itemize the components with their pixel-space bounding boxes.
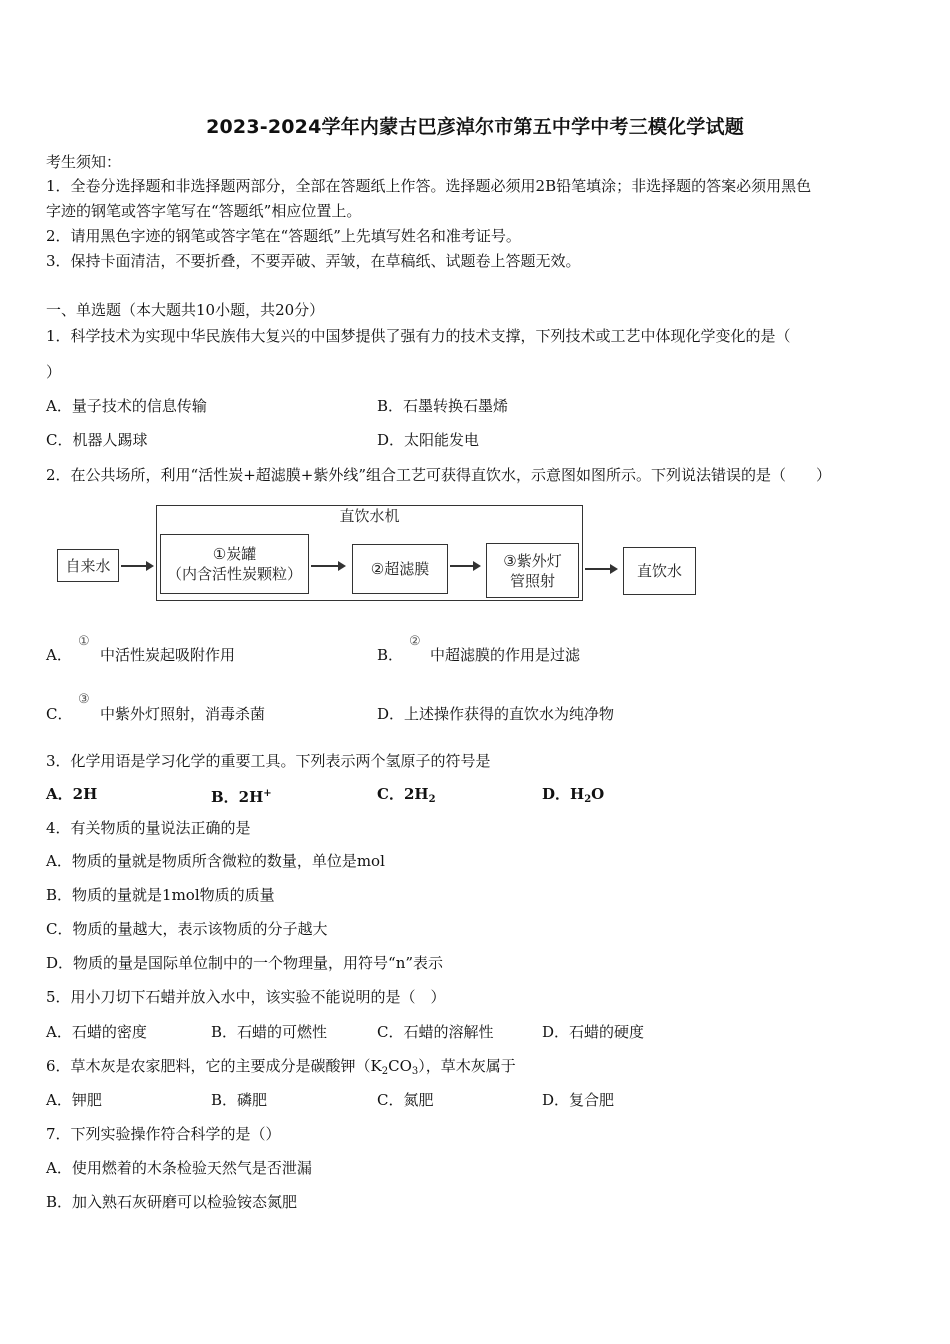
diagram-step-3-title: ③紫外灯 [503,551,562,570]
q4-option-c[interactable]: C．物质的量越大，表示该物质的分子越大 [46,920,328,938]
notice-line-2: 2．请用黑色字迹的钢笔或答字笔在“答题纸”上先填写姓名和准考证号。 [46,227,521,245]
diagram-output-box [623,547,696,595]
notice-line-3: 3．保持卡面清洁，不要折叠，不要弄破、弄皱，在草稿纸、试题卷上答题无效。 [46,252,581,270]
q3-option-a[interactable]: A．2H [46,785,98,803]
q2-option-a-text: 中活性炭起吸附作用 [100,646,236,664]
diagram-step-1-note: （内含活性炭颗粒） [166,565,302,583]
q2-option-b-circle: ② [409,634,421,649]
q4-option-a[interactable]: A．物质的量就是物质所含微粒的数量，单位是mol [46,852,385,870]
q3-option-c-sub: 2 [428,794,436,805]
q3-stem: 3．化学用语是学习化学的重要工具。下列表示两个氢原子的符号是 [46,752,491,770]
section-heading: 一、单选题（本大题共10小题，共20分） [46,301,325,319]
q5-option-d[interactable]: D．石蜡的硬度 [542,1023,645,1041]
q5-option-c[interactable]: C．石蜡的溶解性 [377,1023,494,1041]
diagram-step-2 [352,544,448,594]
q2-option-a-circle: ① [78,634,90,649]
q1-option-a[interactable]: A．量子技术的信息传输 [46,397,207,415]
q2-option-c-label: C． [46,705,73,723]
q4-stem: 4．有关物质的量说法正确的是 [46,819,251,837]
q6-stem-pre: 6．草木灰是农家肥料，它的主要成分是碳酸钾（K [46,1057,382,1075]
q6-stem-sub2: 3 [411,1066,419,1077]
q1-option-d[interactable]: D．太阳能发电 [377,431,480,449]
q6-stem-sub1: 2 [381,1066,389,1077]
q1-stem-end: ） [46,363,62,381]
diagram-step-1-title: ①炭罐 [212,545,257,563]
q2-option-c-text: 中紫外灯照射，消毒杀菌 [100,705,266,723]
diagram-arrow-4 [585,568,616,570]
q3-option-c[interactable] [377,784,436,810]
q4-option-b[interactable]: B．物质的量就是1mol物质的质量 [46,886,275,904]
notice-line-1a: 1．全卷分选择题和非选择题两部分，全部在答题纸上作答。选择题必须用2B铅笔填涂；非选择题的答案必须用黑色 [46,177,812,195]
q3-option-d-pre: D．H [542,785,585,803]
q2-option-b[interactable] [377,645,403,665]
q6-option-c[interactable]: C．氮肥 [377,1091,434,1109]
diagram-arrow-3 [450,565,479,567]
q4-option-d[interactable]: D．物质的量是国际单位制中的一个物理量，用符号“n”表示 [46,954,444,972]
q2-option-b-label: B． [377,646,404,664]
diagram-output-label: 直饮水 [636,562,682,580]
q5-option-b[interactable]: B．石蜡的可燃性 [211,1023,328,1041]
q6-option-b[interactable]: B．磷肥 [211,1091,268,1109]
q6-option-d[interactable]: D．复合肥 [542,1091,615,1109]
q2-option-c[interactable] [46,704,72,724]
page-title: 2023-2024学年内蒙古巴彦淖尔市第五中学中考三模化学试题 [206,116,744,138]
q1-option-c[interactable]: C．机器人踢球 [46,431,148,449]
q3-option-d-sub: 2 [584,794,592,805]
q5-stem: 5．用小刀切下石蜡并放入水中，该实验不能说明的是（ ） [46,988,446,1006]
q5-option-a[interactable]: A．石蜡的密度 [46,1023,147,1041]
notice-line-1b: 字迹的钢笔或答字笔写在“答题纸”相应位置上。 [46,202,362,220]
diagram-step-2-label: ②超滤膜 [370,560,430,578]
q2-option-d[interactable]: D．上述操作获得的直饮水为纯净物 [377,705,615,723]
q6-stem-post: ），草木灰属于 [418,1057,516,1075]
q6-stem [46,1056,516,1082]
q1-stem: 1．科学技术为实现中华民族伟大复兴的中国梦提供了强有力的技术支撑，下列技术或工艺中体现化学变化的是（ [46,327,791,345]
notice-heading: 考生须知： [46,153,122,171]
diagram-input-box [57,549,119,582]
q2-option-c-circle: ③ [78,692,90,707]
q7-option-a[interactable]: A．使用燃着的木条检验天然气是否泄漏 [46,1159,312,1177]
q3-option-b[interactable] [211,784,272,807]
q2-stem: 2．在公共场所，利用“活性炭+超滤膜+紫外线”组合工艺可获得直饮水，示意图如图所示。下列说法错误的是（ ） [46,466,832,484]
diagram-machine-label: 直饮水机 [339,507,400,525]
q3-option-b-sup: + [263,788,272,799]
diagram-step-3 [486,543,579,598]
q3-option-c-main: C．2H [377,785,429,803]
q7-stem: 7．下列实验操作符合科学的是（） [46,1125,281,1143]
diagram-input-label: 自来水 [65,556,111,575]
q2-option-b-text: 中超滤膜的作用是过滤 [430,646,581,664]
q7-option-b[interactable]: B．加入熟石灰研磨可以检验铵态氮肥 [46,1193,298,1211]
q6-option-a[interactable]: A．钾肥 [46,1091,102,1109]
q3-option-d-post: O [591,785,605,803]
q3-option-d[interactable] [542,784,604,810]
diagram-arrow-2 [311,565,344,567]
q2-option-a[interactable] [46,645,72,665]
diagram-step-1 [160,534,309,594]
q3-option-b-main: B．2H [211,788,264,806]
diagram-arrow-1 [121,565,152,567]
q6-stem-mid: CO [388,1057,412,1075]
diagram-step-3-note: 管照射 [509,571,555,590]
q1-option-b[interactable]: B．石墨转换石墨烯 [377,397,509,415]
q2-option-a-label: A． [46,646,72,664]
